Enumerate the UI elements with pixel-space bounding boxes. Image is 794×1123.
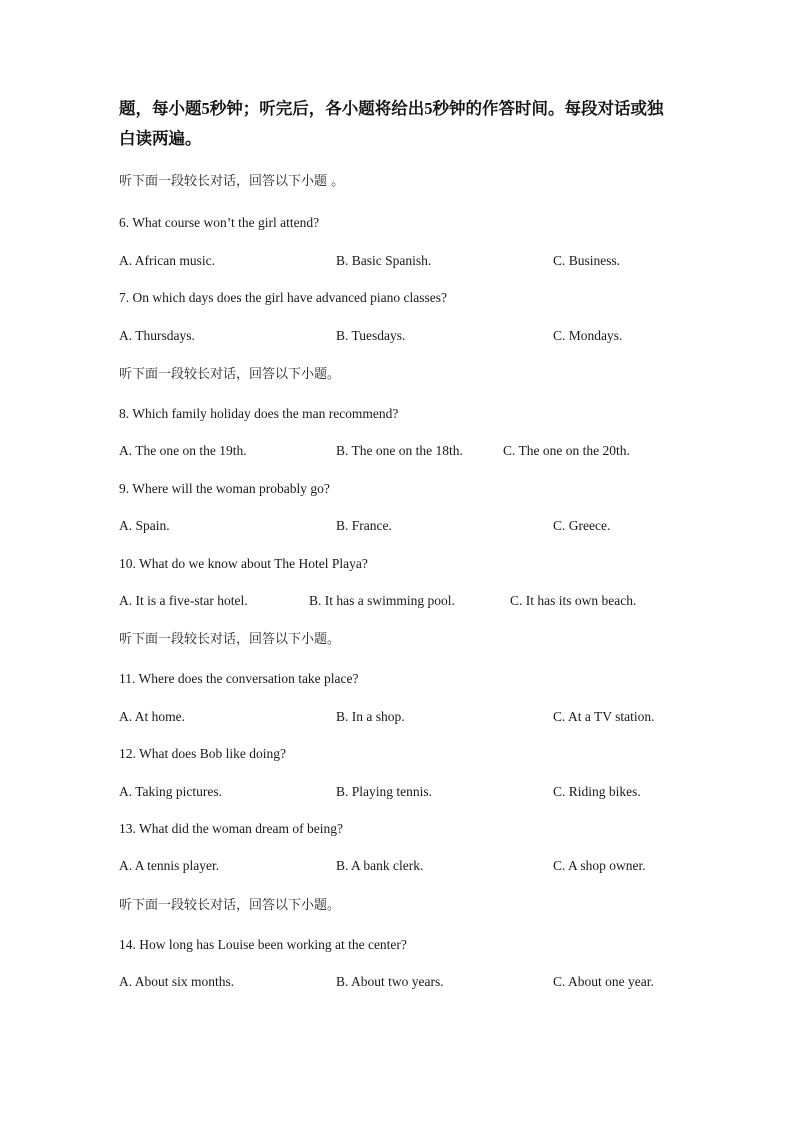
option-c: C. Mondays. <box>553 328 623 343</box>
instructions-text: 题，每小题5秒钟；听完后，各小题将给出5秒钟的作答时间。每段对话或独白读两遍。 <box>119 99 664 148</box>
question-9: 9. Where will the woman probably go? <box>119 481 330 496</box>
question-14: 14. How long has Louise been working at the center? <box>119 937 407 952</box>
option-a: A. The one on the 19th. <box>119 443 247 458</box>
option-a: A. Taking pictures. <box>119 784 223 799</box>
option-c: C. A shop owner. <box>553 858 646 873</box>
section-heading: 听下面一段较长对话，回答以下小题。 <box>119 367 341 382</box>
option-b: B. A bank clerk. <box>336 858 424 873</box>
section-heading: 听下面一段较长对话，回答以下小题。 <box>119 898 341 913</box>
question-10: 10. What do we know about The Hotel Playa? <box>119 556 368 571</box>
option-c: C. It has its own beach. <box>510 593 637 608</box>
option-c: C. Business. <box>553 253 621 268</box>
options-13 <box>0 857 794 875</box>
question-11: 11. Where does the conversation take place? <box>119 671 359 686</box>
option-b: B. Playing tennis. <box>336 784 433 799</box>
options-8 <box>0 442 794 460</box>
option-b: B. The one on the 18th. <box>336 443 463 458</box>
option-a: A. African music. <box>119 253 215 268</box>
options-12 <box>0 783 794 801</box>
option-c: C. About one year. <box>553 974 654 989</box>
option-a: A. Thursdays. <box>119 328 195 343</box>
question-7: 7. On which days does the girl have advanced piano classes? <box>119 290 448 305</box>
options-10 <box>0 592 794 610</box>
options-6 <box>0 252 794 270</box>
option-b: B. About two years. <box>336 974 444 989</box>
option-a: A. At home. <box>119 709 185 724</box>
options-7 <box>0 327 794 345</box>
option-a: A. About six months. <box>119 974 235 989</box>
question-13: 13. What did the woman dream of being? <box>119 821 343 836</box>
option-b: B. In a shop. <box>336 709 405 724</box>
option-b: B. Basic Spanish. <box>336 253 432 268</box>
option-a: A. Spain. <box>119 518 170 533</box>
option-c: C. The one on the 20th. <box>503 443 630 458</box>
question-6: 6. What course won’t the girl attend? <box>119 215 320 230</box>
option-a: A. A tennis player. <box>119 858 220 873</box>
option-b: B. Tuesdays. <box>336 328 406 343</box>
options-9 <box>0 517 794 535</box>
section-heading: 听下面一段较长对话，回答以下小题 。 <box>119 174 345 189</box>
option-a: A. It is a five-star hotel. <box>119 593 248 608</box>
question-8: 8. Which family holiday does the man recommend? <box>119 406 399 421</box>
section-heading: 听下面一段较长对话，回答以下小题。 <box>119 632 341 647</box>
question-12: 12. What does Bob like doing? <box>119 746 286 761</box>
options-11 <box>0 708 794 726</box>
option-c: C. At a TV station. <box>553 709 655 724</box>
options-14 <box>0 973 794 991</box>
option-b: B. France. <box>336 518 392 533</box>
option-c: C. Greece. <box>553 518 611 533</box>
option-b: B. It has a swimming pool. <box>309 593 455 608</box>
option-c: C. Riding bikes. <box>553 784 641 799</box>
